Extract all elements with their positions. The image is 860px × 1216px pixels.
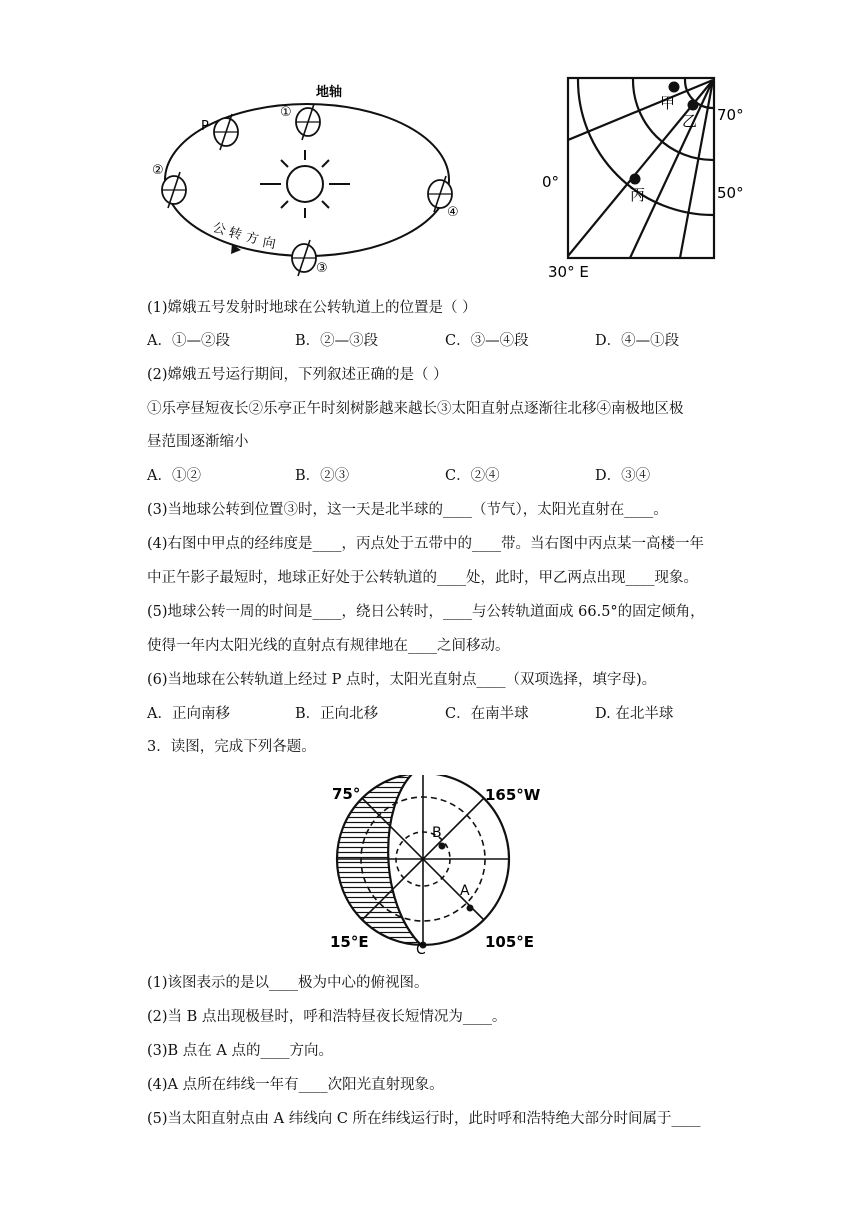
q2-sub6-option-c[interactable]: C．在南半球: [445, 706, 529, 722]
direction-char-1: 公: [210, 220, 228, 239]
q2-sub2: (2)嫦娥五号运行期间，下列叙述正确的是（ ）: [147, 367, 448, 383]
e15-label: 15°E: [330, 933, 369, 951]
q2-sub6-option-a[interactable]: A．正向南移: [147, 706, 230, 722]
a-label: A: [460, 883, 470, 899]
q2-sub5-line2: 使得一年内太阳光线的直射点有规律地在____之间移动。: [147, 638, 510, 654]
latlon-grid-diagram: [540, 70, 760, 285]
q2-sub2-option-a[interactable]: A．①②: [147, 468, 201, 484]
q2-sub1-option-b[interactable]: B．②—③段: [295, 333, 379, 349]
q2-sub1-option-c[interactable]: C．③—④段: [445, 333, 529, 349]
q2-sub6: (6)当地球在公转轨道上经过 P 点时，太阳光直射点____（双项选择，填字母)。: [147, 672, 657, 688]
pos3-label: ③: [316, 261, 328, 276]
q2-sub2-option-d[interactable]: D．③④: [595, 468, 651, 484]
q2-sub3: (3)当地球公转到位置③时，这一天是北半球的____（节气），太阳光直射在____。: [147, 502, 668, 518]
point-jia: [669, 82, 680, 93]
bing-label: 丙: [630, 186, 646, 204]
earth-3-icon: [292, 240, 316, 276]
pos2-label: ②: [152, 163, 164, 178]
p-label: P: [201, 119, 209, 134]
q2-sub5-line1: (5)地球公转一周的时间是____，绕日公转时，____与公转轨道面成 66.5°的固定倾角，: [147, 604, 705, 620]
yi-label: 乙: [682, 112, 698, 130]
q3-sub1: (1)该图表示的是以____极为中心的俯视图。: [147, 975, 429, 991]
q2-sub1: (1)嫦娥五号发射时地球在公转轨道上的位置是（ ）: [147, 300, 477, 316]
polar-view-diagram: [320, 775, 550, 955]
q2-sub2-statement-2: 昼范围逐渐缩小: [147, 434, 249, 450]
q2-sub4-line2: 中正午影子最短时，地球正好处于公转轨道的____处，此时，甲乙两点出现____现象。: [147, 570, 698, 586]
deg75-label: 75°: [332, 785, 361, 803]
q2-sub1-option-d[interactable]: D．④—①段: [595, 333, 680, 349]
direction-char-2: 转: [227, 225, 244, 244]
lat70-label: 70°: [717, 106, 744, 124]
q3-sub2: (2)当 B 点出现极昼时，呼和浩特昼夜长短情况为____。: [147, 1009, 507, 1025]
q2-sub2-statement-1: ①乐亭昼短夜长②乐亭正午时刻树影越来越长③太阳直射点逐渐往北移④南极地区极: [147, 401, 684, 417]
b-label: B: [432, 825, 442, 841]
point-bing: [630, 174, 641, 185]
e105-label: 105°E: [485, 933, 535, 951]
point-a: [467, 905, 474, 912]
jia-label: 甲: [660, 94, 676, 112]
lat50-label: 50°: [717, 184, 744, 202]
earth-1-icon: [296, 104, 320, 140]
q2-sub6-option-d[interactable]: D. 在北半球: [595, 706, 674, 722]
axis-label: 地轴: [316, 85, 343, 100]
direction-char-4: 向: [261, 235, 277, 253]
orbit-diagram: [140, 78, 480, 278]
q2-sub6-option-b[interactable]: B．正向北移: [295, 706, 379, 722]
q3-sub3: (3)B 点在 A 点的____方向。: [147, 1043, 333, 1059]
lon30e-label: 30° E: [548, 263, 589, 281]
direction-char-3: 方: [244, 230, 261, 248]
pos1-label: ①: [280, 105, 292, 120]
q3-sub5: (5)当太阳直射点由 A 纬线向 C 所在纬线运行时，此时呼和浩特绝大部分时间属于____: [147, 1111, 701, 1127]
sun-icon: [260, 150, 350, 218]
lat0-label: 0°: [542, 173, 560, 191]
q2-sub1-option-a[interactable]: A．①—②段: [147, 333, 230, 349]
q3-sub4: (4)A 点所在纬线一年有____次阳光直射现象。: [147, 1077, 444, 1093]
point-b: [439, 843, 446, 850]
q2-sub4-line1: (4)右图中甲点的经纬度是____，丙点处于五带中的____带。当右图中丙点某一高楼一年: [147, 536, 705, 552]
q3-heading: 3．读图，完成下列各题。: [147, 739, 316, 755]
q2-sub2-option-b[interactable]: B．②③: [295, 468, 350, 484]
earth-p-icon: [214, 114, 238, 150]
c-label: C: [416, 942, 426, 955]
point-yi: [688, 100, 699, 111]
pos4-label: ④: [447, 205, 459, 220]
w165-label: 165°W: [485, 786, 541, 804]
q2-sub2-option-c[interactable]: C．②④: [445, 468, 500, 484]
